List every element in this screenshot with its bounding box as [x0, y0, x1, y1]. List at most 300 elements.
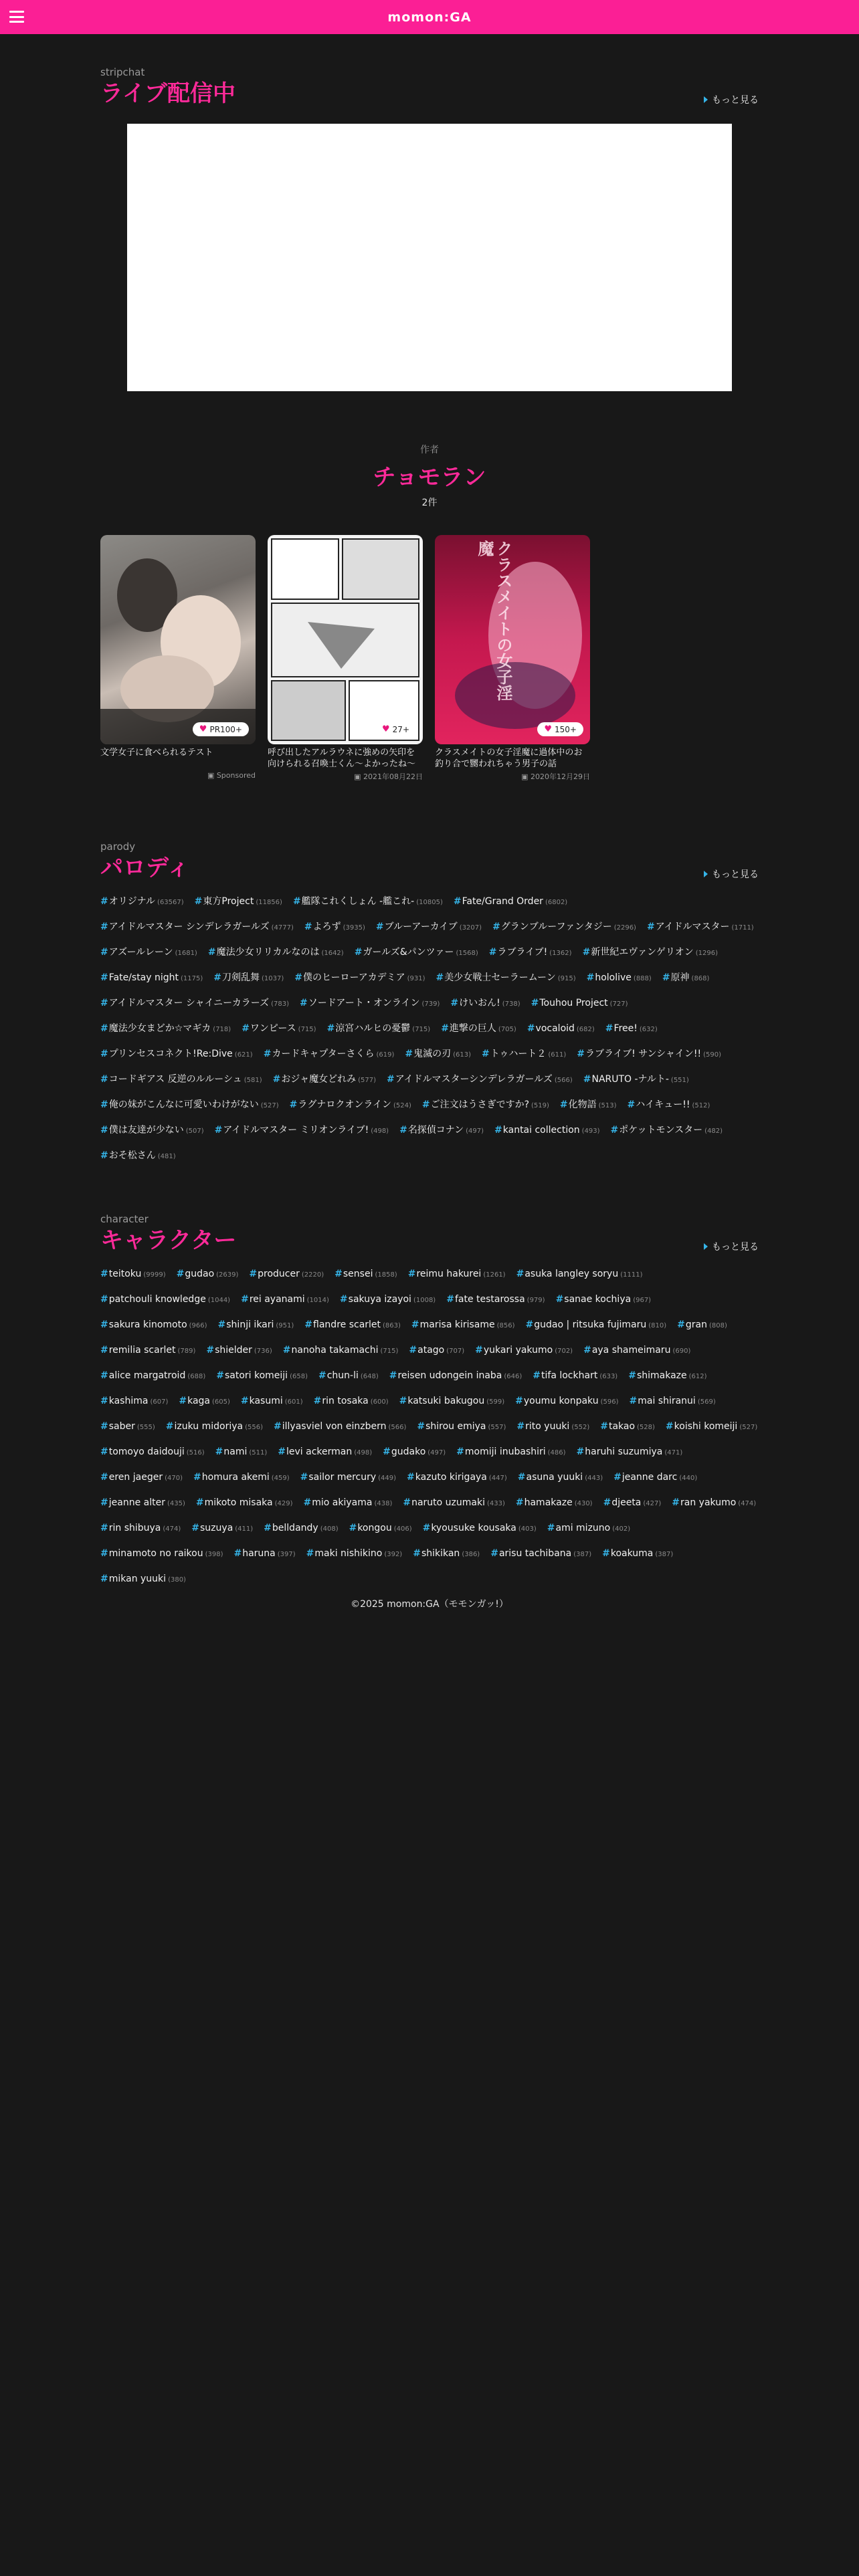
character-tag[interactable] [100, 1388, 168, 1414]
character-tag[interactable] [318, 1363, 379, 1388]
tag-count: (1858) [375, 1271, 397, 1279]
hash-icon: # [100, 947, 108, 958]
hash-icon: # [272, 1074, 281, 1085]
character-tag[interactable] [264, 1515, 338, 1541]
character-tag[interactable] [677, 1312, 727, 1337]
hash-icon: # [492, 922, 500, 932]
hash-icon: # [100, 1294, 108, 1305]
tag-label: nami [223, 1446, 248, 1457]
hash-icon: # [403, 1497, 411, 1508]
parody-tag[interactable] [100, 1117, 204, 1143]
tag-count: (516) [186, 1449, 205, 1457]
tag-label: tomoyo daidouji [108, 1446, 185, 1457]
tag-label: vocaloid [535, 1023, 575, 1034]
character-tag[interactable] [409, 1337, 464, 1363]
tag-count: (433) [486, 1500, 505, 1507]
tag-label: sakuya izayoi [348, 1294, 411, 1305]
character-tag[interactable] [100, 1439, 205, 1465]
character-tag[interactable] [233, 1541, 295, 1566]
tag-count: (1261) [483, 1271, 506, 1279]
hash-icon: # [441, 1023, 449, 1034]
arrow-right-icon [704, 871, 708, 877]
hash-icon: # [516, 1269, 524, 1279]
character-tag[interactable] [630, 1388, 716, 1414]
character-tag[interactable] [603, 1490, 662, 1515]
heart-icon: ♥ [382, 724, 390, 734]
tag-label: 艦隊これくしょん -艦これ- [301, 896, 415, 907]
parody-tag[interactable] [531, 990, 628, 1016]
hash-icon: # [249, 1269, 258, 1279]
tag-label: chun-li [326, 1370, 359, 1381]
tag-label: Fate/Grand Order [462, 896, 543, 907]
tag-label: asuna yuuki [526, 1472, 583, 1483]
hash-icon: # [100, 896, 108, 907]
hash-icon: # [100, 1049, 108, 1059]
character-tag[interactable] [278, 1439, 372, 1465]
parody-tag[interactable] [527, 1016, 595, 1041]
parody-tag[interactable] [195, 889, 282, 914]
parody-tag[interactable] [489, 940, 572, 965]
character-tag[interactable] [403, 1490, 505, 1515]
parody-tag[interactable] [441, 1016, 516, 1041]
tag-label: ご注文はうさぎですか? [430, 1099, 530, 1110]
tag-count: (507) [185, 1128, 204, 1135]
character-tag[interactable] [191, 1515, 253, 1541]
character-tag[interactable] [100, 1414, 155, 1439]
tag-label: homura akemi [201, 1472, 270, 1483]
tag-label: mai shiranui [638, 1396, 696, 1406]
hash-icon: # [577, 1049, 585, 1059]
work-card[interactable] [435, 535, 590, 782]
parody-tag[interactable] [100, 990, 289, 1016]
hash-icon: # [233, 1548, 242, 1559]
tag-label: patchouli knowledge [108, 1294, 206, 1305]
tag-label: rin shibuya [108, 1523, 161, 1533]
parody-section-sub: parody [100, 841, 136, 853]
tag-count: (3935) [343, 924, 365, 932]
tag-count: (577) [358, 1077, 376, 1084]
parody-tag[interactable] [583, 940, 718, 965]
tag-label: saber [108, 1421, 135, 1432]
tag-label: ラグナロクオンライン [298, 1099, 391, 1110]
tag-count: (1111) [620, 1271, 643, 1279]
character-tag[interactable] [613, 1465, 697, 1490]
illustration-image [100, 535, 256, 744]
like-badge [193, 722, 249, 736]
character-tag[interactable] [533, 1363, 617, 1388]
tag-label: ワンピース [250, 1023, 296, 1034]
character-tag[interactable] [413, 1541, 480, 1566]
tag-count: (402) [612, 1525, 631, 1533]
character-tag[interactable] [583, 1337, 690, 1363]
character-tag[interactable] [456, 1439, 565, 1465]
live-section-title: ライブ配信中 [100, 80, 235, 107]
parody-tag[interactable] [405, 1041, 471, 1067]
live-stream-frame[interactable] [127, 124, 732, 391]
tag-count: (888) [633, 975, 652, 982]
character-tag[interactable] [100, 1363, 205, 1388]
character-tag[interactable] [100, 1261, 166, 1287]
tag-label: 俺の妹がこんなに可愛いわけがない [108, 1099, 259, 1110]
tag-label: おジャ魔女どれみ [281, 1074, 357, 1085]
tag-count: (449) [378, 1475, 397, 1482]
character-tag[interactable] [166, 1414, 263, 1439]
character-tag[interactable] [177, 1261, 239, 1287]
tag-count: (856) [496, 1322, 515, 1329]
tag-label: 原神 [670, 972, 690, 983]
parody-tag[interactable] [494, 1117, 600, 1143]
tag-count: (498) [371, 1128, 389, 1135]
tag-count: (581) [244, 1077, 262, 1084]
hash-icon: # [240, 1396, 249, 1406]
tag-label: よろず [312, 922, 341, 932]
tag-label: atago [417, 1345, 445, 1356]
hash-icon: # [282, 1345, 291, 1356]
character-tag[interactable] [446, 1287, 545, 1312]
character-tag[interactable] [100, 1337, 195, 1363]
parody-tag[interactable] [560, 1092, 617, 1117]
hash-icon: # [603, 1497, 611, 1508]
parody-tag[interactable] [492, 914, 636, 940]
tag-count: (497) [466, 1128, 484, 1135]
author-sub: 作者 [420, 445, 439, 455]
tag-label: hololive [595, 972, 632, 983]
tag-count: (447) [488, 1475, 507, 1482]
parody-tag[interactable] [436, 965, 576, 990]
character-tag[interactable] [516, 1490, 593, 1515]
character-tag[interactable] [399, 1388, 505, 1414]
hash-icon: # [405, 1049, 413, 1059]
tag-count: (555) [136, 1424, 155, 1431]
work-thumbnail[interactable] [435, 535, 590, 744]
tag-count: (783) [271, 1000, 289, 1008]
character-tag[interactable] [100, 1515, 181, 1541]
parody-tag[interactable] [422, 1092, 549, 1117]
parody-more-link[interactable] [704, 867, 759, 881]
tag-label: flandre scarlet [313, 1319, 381, 1330]
tag-label: mio akiyama [312, 1497, 373, 1508]
hash-icon: # [436, 972, 444, 983]
hash-icon: # [264, 1523, 272, 1533]
character-tag[interactable] [283, 1337, 399, 1363]
character-tag[interactable] [100, 1541, 223, 1566]
parody-tag[interactable] [450, 990, 520, 1016]
hash-icon: # [274, 1421, 282, 1432]
parody-tag[interactable] [294, 965, 425, 990]
tag-label: haruna [242, 1548, 276, 1559]
tag-count: (1362) [549, 950, 572, 957]
character-tag[interactable] [526, 1312, 667, 1337]
tag-count: (380) [168, 1576, 186, 1584]
tag-label: gudao | ritsuka fujimaru [534, 1319, 647, 1330]
tag-label: mikan yuuki [108, 1574, 167, 1584]
parody-tag[interactable] [273, 1067, 376, 1092]
character-tag[interactable] [241, 1388, 303, 1414]
tag-count: (3207) [459, 924, 482, 932]
tag-count: (566) [388, 1424, 407, 1431]
tag-label: takao [608, 1421, 636, 1432]
hash-icon: # [100, 1125, 108, 1136]
work-thumbnail[interactable] [268, 535, 423, 744]
character-tag[interactable] [216, 1363, 308, 1388]
character-tag[interactable] [314, 1388, 389, 1414]
character-tag[interactable] [475, 1337, 573, 1363]
character-tag[interactable] [408, 1261, 506, 1287]
tag-count: (951) [276, 1322, 294, 1329]
parody-tag[interactable] [355, 940, 478, 965]
character-tag[interactable] [304, 1490, 393, 1515]
hash-icon: # [278, 1446, 286, 1457]
heart-icon: ♥ [544, 724, 553, 734]
character-tag[interactable] [518, 1465, 603, 1490]
work-title[interactable]: クラスメイトの女子淫魔に過体中のお釣り合で嬲われちゃう男子の話 [435, 748, 583, 769]
tag-count: (612) [688, 1373, 707, 1380]
tag-count: (619) [376, 1051, 395, 1059]
tag-label: アイドルマスター ミリオンライブ! [223, 1125, 369, 1136]
parody-tag[interactable] [300, 990, 440, 1016]
tag-count: (1568) [456, 950, 478, 957]
character-tag[interactable] [215, 1439, 268, 1465]
author-count: 2件 [421, 498, 438, 508]
tag-label: shikikan [421, 1548, 460, 1559]
tag-label: rei ayanami [249, 1294, 305, 1305]
tag-count: (392) [384, 1551, 403, 1558]
hash-icon: # [602, 1548, 610, 1559]
work-title[interactable]: 文学女子に食べられるテスト [100, 748, 213, 758]
tag-label: shimakaze [636, 1370, 687, 1381]
tag-label: アイドルマスター シンデレラガールズ [108, 922, 270, 932]
character-tag[interactable] [100, 1490, 185, 1515]
character-tag[interactable] [306, 1541, 403, 1566]
parody-tag[interactable] [628, 1092, 710, 1117]
parody-tag[interactable] [290, 1092, 411, 1117]
tag-label: アイドルマスター シャイニーカラーズ [108, 998, 270, 1008]
hash-icon: # [494, 1125, 502, 1136]
more-label: もっと見る [712, 1242, 759, 1253]
work-card[interactable] [268, 535, 423, 782]
parody-tag[interactable] [100, 1016, 231, 1041]
parody-tag[interactable] [264, 1041, 395, 1067]
tag-label: izuku midoriya [174, 1421, 244, 1432]
tag-count: (493) [581, 1128, 600, 1135]
tag-count: (443) [585, 1475, 603, 1482]
tag-label: hamakaze [524, 1497, 573, 1508]
parody-tag[interactable] [387, 1067, 573, 1092]
hash-icon: # [399, 1125, 407, 1136]
tag-label: プリンセスコネクト!Re:Dive [108, 1049, 233, 1059]
character-tag[interactable] [666, 1414, 757, 1439]
character-tag[interactable] [274, 1414, 406, 1439]
hash-icon: # [165, 1421, 174, 1432]
hash-icon: # [533, 1370, 541, 1381]
tag-label: 進撃の巨人 [449, 1023, 496, 1034]
tag-label: kashima [108, 1396, 149, 1406]
character-tag[interactable] [602, 1541, 673, 1566]
hash-icon: # [100, 1269, 108, 1279]
character-tag[interactable] [100, 1287, 230, 1312]
hash-icon: # [481, 1049, 490, 1059]
like-count: 150+ [555, 724, 577, 734]
parody-tag[interactable] [100, 889, 184, 914]
parody-tag[interactable] [583, 1067, 689, 1092]
parody-tag[interactable] [327, 1016, 431, 1041]
parody-tag[interactable] [647, 914, 754, 940]
tag-label: アイドルマスター [655, 922, 730, 932]
character-tag[interactable] [218, 1312, 294, 1337]
character-tag[interactable] [389, 1363, 522, 1388]
character-tag[interactable] [628, 1363, 706, 1388]
hash-icon: # [263, 1049, 272, 1059]
tag-count: (738) [502, 1000, 520, 1008]
character-tag[interactable] [349, 1515, 412, 1541]
character-tag[interactable] [100, 1465, 183, 1490]
work-title[interactable]: 呼び出したアルラウネに強めの矢印を向けられる召喚士くん〜よかったね〜 [268, 748, 416, 769]
parody-tag[interactable] [100, 965, 203, 990]
hash-icon: # [672, 1497, 680, 1508]
parody-tag[interactable] [100, 914, 294, 940]
character-tag[interactable] [249, 1261, 324, 1287]
tag-count: (519) [531, 1102, 549, 1109]
tag-label: 美少女戦士セーラームーン [444, 972, 556, 983]
character-tag[interactable] [241, 1287, 329, 1312]
character-tag[interactable] [100, 1312, 207, 1337]
character-tag[interactable] [304, 1312, 401, 1337]
parody-tag[interactable] [100, 940, 197, 965]
tag-label: minamoto no raikou [108, 1548, 203, 1559]
hash-icon: # [628, 1370, 636, 1381]
tag-label: shielder [215, 1345, 252, 1356]
hash-icon: # [292, 896, 301, 907]
tag-count: (810) [648, 1322, 667, 1329]
character-tag-list [100, 1261, 759, 1592]
character-tag[interactable] [335, 1261, 397, 1287]
character-tag[interactable] [340, 1287, 436, 1312]
parody-tag[interactable] [587, 965, 652, 990]
tag-label: gudao [185, 1269, 215, 1279]
hash-icon: # [515, 1497, 524, 1508]
tag-label: shirou emiya [425, 1421, 486, 1432]
parody-tag[interactable] [213, 965, 284, 990]
hash-icon: # [179, 1396, 187, 1406]
parody-tag[interactable] [304, 914, 365, 940]
character-tag[interactable] [300, 1465, 396, 1490]
hash-icon: # [531, 998, 539, 1008]
tag-label: gudako [391, 1446, 426, 1457]
hash-icon: # [576, 1446, 585, 1457]
site-logo[interactable]: momon:GA [387, 9, 472, 25]
parody-tag[interactable] [293, 889, 443, 914]
character-tag[interactable] [193, 1465, 290, 1490]
character-tag[interactable] [672, 1490, 756, 1515]
character-tag[interactable] [196, 1490, 293, 1515]
parody-tag[interactable] [482, 1041, 566, 1067]
character-tag[interactable] [407, 1465, 507, 1490]
parody-tag[interactable] [662, 965, 710, 990]
character-tag[interactable] [206, 1337, 272, 1363]
tag-label: katsuki bakugou [407, 1396, 485, 1406]
parody-tag[interactable] [577, 1041, 721, 1067]
parody-tag[interactable] [454, 889, 567, 914]
character-tag[interactable] [179, 1388, 230, 1414]
hash-icon: # [629, 1396, 638, 1406]
tag-label: kyousuke kousaka [431, 1523, 516, 1533]
tag-label: producer [258, 1269, 300, 1279]
character-tag[interactable] [600, 1414, 655, 1439]
hash-icon: # [318, 1370, 326, 1381]
tag-label: Fate/stay night [108, 972, 179, 983]
tag-count: (966) [189, 1322, 207, 1329]
hash-icon: # [383, 1446, 391, 1457]
arrow-right-icon [704, 96, 708, 103]
tag-count: (470) [165, 1475, 183, 1482]
tag-label: satori komeiji [224, 1370, 288, 1381]
hamburger-icon[interactable] [9, 9, 24, 24]
tag-count: (2220) [301, 1271, 324, 1279]
parody-tag[interactable] [100, 1067, 262, 1092]
hash-icon: # [242, 1023, 250, 1034]
parody-tag[interactable] [208, 940, 344, 965]
tag-label: djeeta [611, 1497, 642, 1508]
tag-count: (682) [576, 1026, 595, 1033]
character-tag[interactable] [100, 1566, 186, 1592]
hash-icon: # [100, 1396, 108, 1406]
character-tag[interactable] [383, 1439, 446, 1465]
parody-tag[interactable] [100, 1143, 176, 1168]
character-tag[interactable] [577, 1439, 683, 1465]
parody-tag[interactable] [242, 1016, 316, 1041]
work-card[interactable] [100, 535, 256, 782]
parody-tag[interactable] [399, 1117, 484, 1143]
work-meta [268, 771, 423, 782]
character-tag[interactable] [515, 1388, 618, 1414]
parody-tag[interactable] [100, 1041, 253, 1067]
heart-icon: ♥ [199, 724, 207, 734]
tag-count: (632) [639, 1026, 658, 1033]
tag-count: (459) [271, 1475, 290, 1482]
work-thumbnail[interactable] [100, 535, 256, 744]
character-more-link[interactable] [704, 1240, 759, 1253]
parody-section-title: パロディ [100, 855, 190, 881]
tag-label: おそ松さん [108, 1150, 156, 1161]
hash-icon: # [339, 1294, 348, 1305]
parody-tag[interactable] [605, 1016, 658, 1041]
character-tag[interactable] [490, 1541, 591, 1566]
live-more-link[interactable] [704, 93, 759, 106]
parody-tag[interactable] [611, 1117, 723, 1143]
character-tag[interactable] [516, 1414, 589, 1439]
tag-label: eren jaeger [108, 1472, 163, 1483]
hash-icon: # [100, 998, 108, 1008]
tag-count: (430) [574, 1500, 593, 1507]
tag-label: koakuma [610, 1548, 654, 1559]
character-tag[interactable] [417, 1414, 506, 1439]
hash-icon: # [453, 896, 462, 907]
character-tag[interactable] [411, 1312, 515, 1337]
parody-tag[interactable] [100, 1092, 279, 1117]
character-tag[interactable] [516, 1261, 643, 1287]
character-tag[interactable] [547, 1515, 630, 1541]
character-tag[interactable] [423, 1515, 537, 1541]
arrow-right-icon [704, 1243, 708, 1250]
tag-label: haruhi suzumiya [585, 1446, 663, 1457]
parody-tag[interactable] [376, 914, 482, 940]
parody-tag[interactable] [215, 1117, 389, 1143]
tag-count: (397) [277, 1551, 296, 1558]
character-tag[interactable] [556, 1287, 652, 1312]
tag-label: gran [685, 1319, 707, 1330]
hash-icon: # [306, 1548, 314, 1559]
tag-label: kantai collection [502, 1125, 580, 1136]
